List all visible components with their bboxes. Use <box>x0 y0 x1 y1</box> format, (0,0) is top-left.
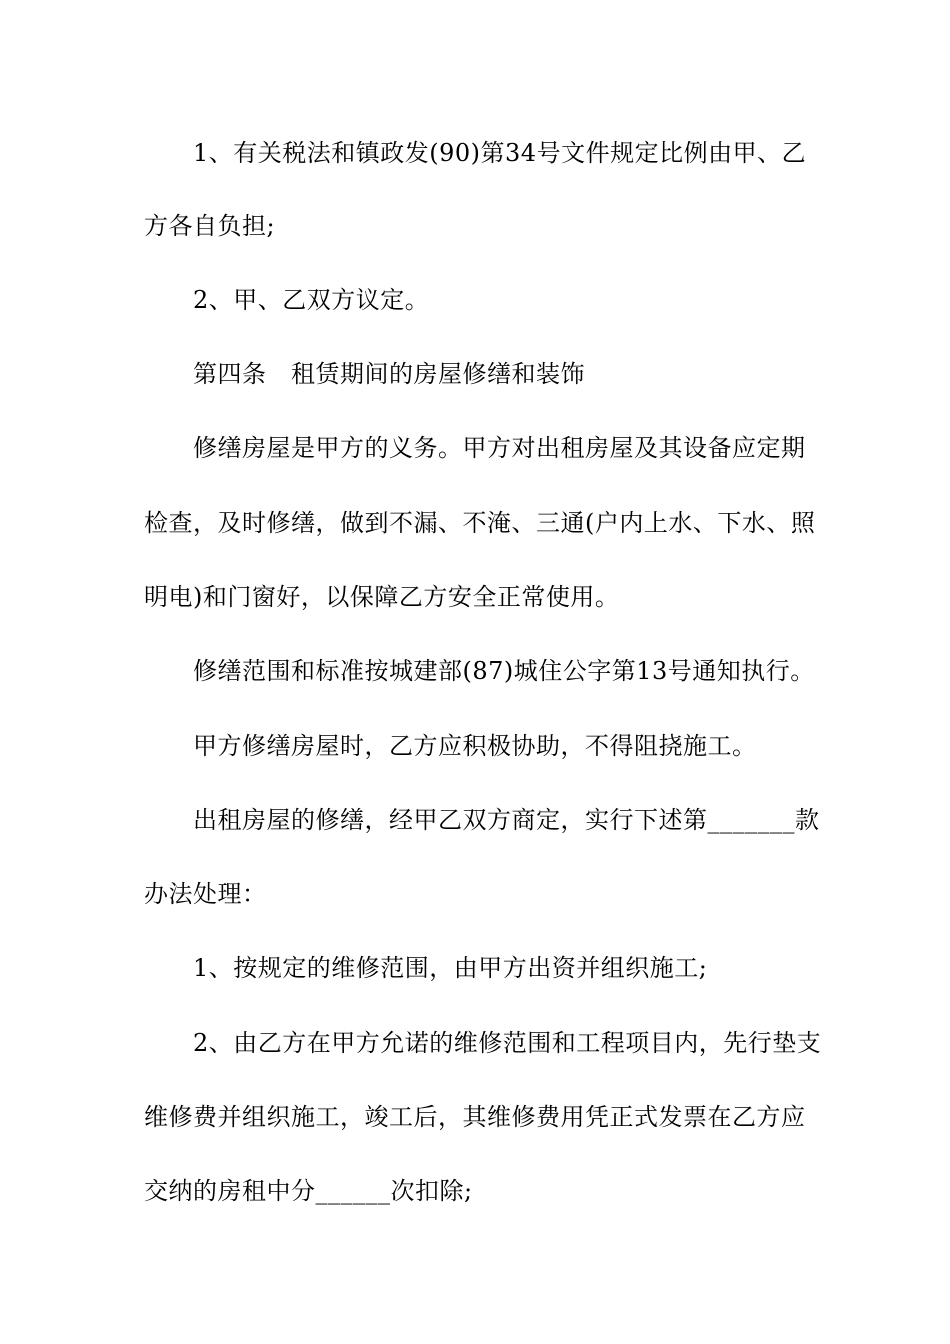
paragraph-tax-rule: 1、有关税法和镇政发(90)第34号文件规定比例由甲、乙 <box>193 139 807 167</box>
paragraph-repair-standard: 修缮范围和标准按城建部(87)城住公字第13号通知执行。 <box>193 657 815 685</box>
paragraph-mutual-agreement: 2、甲、乙双方议定。 <box>193 286 430 314</box>
list-item-option-2: 2、由乙方在甲方允诺的维修范围和工程项目内，先行垫支 <box>193 1029 822 1057</box>
list-item-option-2-cont-1: 维修费并组织施工，竣工后，其维修费用凭正式发票在乙方应 <box>144 1103 806 1131</box>
paragraph-cooperation: 甲方修缮房屋时，乙方应积极协助，不得阻挠施工。 <box>193 732 757 760</box>
article-four-heading: 第四条 租赁期间的房屋修缮和装饰 <box>193 360 585 388</box>
paragraph-repair-duty-cont-1: 检查，及时修缮，做到不漏、不淹、三通(户内上水、下水、照 <box>144 509 816 537</box>
paragraph-repair-method: 出租房屋的修缮，经甲乙双方商定，实行下述第_______款 <box>193 806 820 834</box>
paragraph-tax-rule-cont: 方各自负担; <box>144 212 276 240</box>
paragraph-repair-method-cont: 办法处理： <box>144 880 267 908</box>
list-item-option-2-cont-2: 交纳的房租中分______次扣除; <box>144 1177 473 1205</box>
paragraph-repair-duty: 修缮房屋是甲方的义务。甲方对出租房屋及其设备应定期 <box>193 434 806 462</box>
paragraph-repair-duty-cont-2: 明电)和门窗好，以保障乙方安全正常使用。 <box>144 583 620 611</box>
list-item-option-1: 1、按规定的维修范围，由甲方出资并组织施工; <box>193 954 708 982</box>
